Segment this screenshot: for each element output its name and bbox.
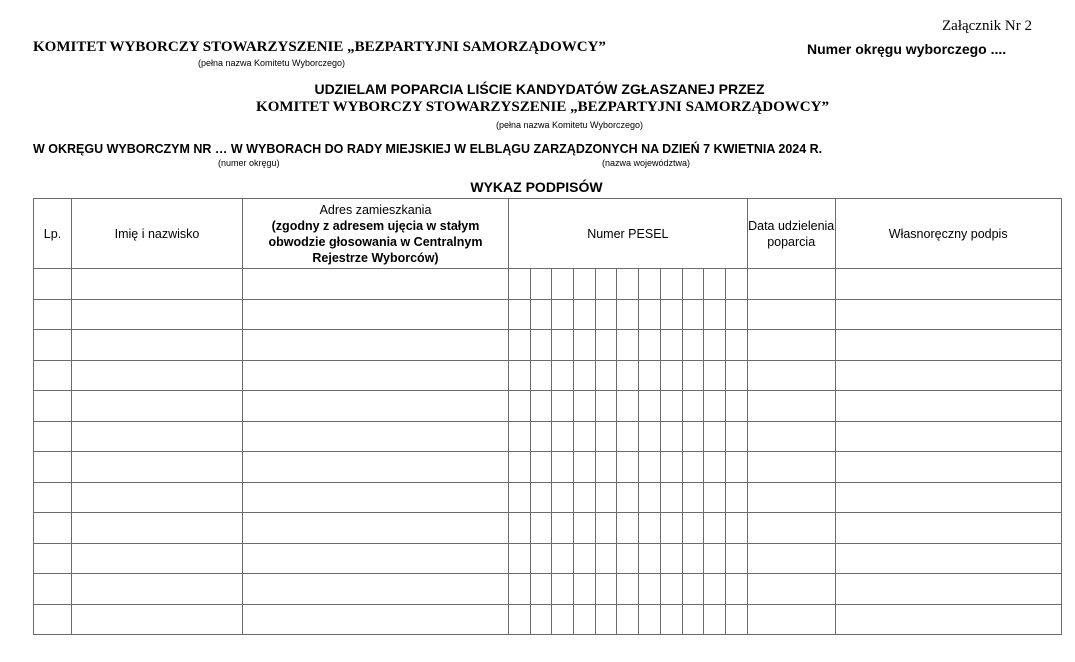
cell-pesel-digit[interactable] [552, 391, 574, 422]
cell-address[interactable] [243, 513, 509, 544]
cell-pesel-digit[interactable] [660, 604, 682, 635]
cell-name[interactable] [72, 543, 243, 574]
cell-pesel-digit[interactable] [552, 604, 574, 635]
cell-pesel-digit[interactable] [509, 513, 531, 544]
cell-pesel-digit[interactable] [530, 482, 552, 513]
table-row [34, 391, 1062, 422]
cell-pesel-digit[interactable] [530, 421, 552, 452]
cell-date[interactable] [747, 543, 835, 574]
cell-pesel-digit[interactable] [617, 604, 639, 635]
cell-lp[interactable] [34, 299, 72, 330]
cell-pesel-digit[interactable] [617, 513, 639, 544]
table-row [34, 421, 1062, 452]
cell-pesel-digit[interactable] [530, 452, 552, 483]
cell-pesel-digit[interactable] [725, 421, 747, 452]
table-row [34, 604, 1062, 635]
cell-pesel-digit[interactable] [660, 391, 682, 422]
cell-pesel-digit[interactable] [682, 574, 704, 605]
cell-pesel-digit[interactable] [682, 421, 704, 452]
cell-pesel-digit[interactable] [530, 574, 552, 605]
cell-pesel-digit[interactable] [509, 269, 531, 300]
cell-pesel-digit[interactable] [595, 513, 617, 544]
cell-pesel-digit[interactable] [617, 543, 639, 574]
cell-signature[interactable] [835, 330, 1061, 361]
cell-pesel-digit[interactable] [639, 269, 661, 300]
cell-pesel-digit[interactable] [509, 482, 531, 513]
cell-pesel-digit[interactable] [682, 330, 704, 361]
cell-pesel-digit[interactable] [617, 299, 639, 330]
cell-signature[interactable] [835, 513, 1061, 544]
cell-pesel-digit[interactable] [660, 299, 682, 330]
cell-pesel-digit[interactable] [509, 391, 531, 422]
cell-pesel-digit[interactable] [704, 391, 726, 422]
cell-pesel-digit[interactable] [617, 574, 639, 605]
cell-pesel-digit[interactable] [530, 391, 552, 422]
cell-pesel-digit[interactable] [682, 543, 704, 574]
cell-pesel-digit[interactable] [639, 604, 661, 635]
cell-pesel-digit[interactable] [509, 574, 531, 605]
cell-pesel-digit[interactable] [639, 513, 661, 544]
cell-pesel-digit[interactable] [530, 269, 552, 300]
header-address-subtitle: (zgodny z adresem ujęcia w stałym obwodzie głosowania w Centralnym Rejestrze Wyborców) [268, 218, 483, 265]
cell-pesel-digit[interactable] [639, 421, 661, 452]
cell-pesel-digit[interactable] [639, 391, 661, 422]
cell-pesel-digit[interactable] [552, 574, 574, 605]
cell-pesel-digit[interactable] [595, 421, 617, 452]
cell-pesel-digit[interactable] [509, 330, 531, 361]
cell-date[interactable] [747, 513, 835, 544]
table-row [34, 269, 1062, 300]
cell-pesel-digit[interactable] [595, 543, 617, 574]
cell-pesel-digit[interactable] [595, 299, 617, 330]
cell-address[interactable] [243, 330, 509, 361]
cell-pesel-digit[interactable] [725, 299, 747, 330]
cell-address[interactable] [243, 604, 509, 635]
table-row [34, 574, 1062, 605]
cell-lp[interactable] [34, 482, 72, 513]
cell-pesel-digit[interactable] [509, 543, 531, 574]
cell-date[interactable] [747, 391, 835, 422]
cell-pesel-digit[interactable] [725, 604, 747, 635]
cell-pesel-digit[interactable] [704, 452, 726, 483]
cell-pesel-digit[interactable] [725, 513, 747, 544]
cell-pesel-digit[interactable] [509, 299, 531, 330]
support-committee-hint: (pełna nazwa Komitetu Wyborczego) [496, 120, 643, 130]
cell-pesel-digit[interactable] [660, 421, 682, 452]
cell-pesel-digit[interactable] [552, 452, 574, 483]
cell-pesel-digit[interactable] [595, 391, 617, 422]
cell-pesel-digit[interactable] [574, 421, 596, 452]
cell-pesel-digit[interactable] [530, 543, 552, 574]
cell-pesel-digit[interactable] [725, 391, 747, 422]
cell-address[interactable] [243, 482, 509, 513]
cell-pesel-digit[interactable] [574, 604, 596, 635]
cell-pesel-digit[interactable] [595, 574, 617, 605]
committee-name: KOMITET WYBORCZY STOWARZYSZENIE „BEZPARTYJNI SAMORZĄDOWCY” [33, 39, 606, 55]
cell-pesel-digit[interactable] [530, 360, 552, 391]
cell-pesel-digit[interactable] [574, 391, 596, 422]
header-signature: Własnoręczny podpis [835, 199, 1061, 269]
cell-pesel-digit[interactable] [552, 421, 574, 452]
district-number-label: Numer okręgu wyborczego .... [807, 41, 1007, 57]
header-date: Data udzielenia poparcia [747, 199, 835, 269]
cell-pesel-digit[interactable] [617, 330, 639, 361]
cell-pesel-digit[interactable] [725, 543, 747, 574]
cell-pesel-digit[interactable] [660, 269, 682, 300]
cell-pesel-digit[interactable] [639, 574, 661, 605]
cell-pesel-digit[interactable] [660, 543, 682, 574]
cell-pesel-digit[interactable] [617, 452, 639, 483]
cell-pesel-digit[interactable] [574, 330, 596, 361]
cell-pesel-digit[interactable] [725, 330, 747, 361]
cell-pesel-digit[interactable] [660, 452, 682, 483]
cell-lp[interactable] [34, 543, 72, 574]
cell-pesel-digit[interactable] [704, 513, 726, 544]
cell-signature[interactable] [835, 574, 1061, 605]
cell-pesel-digit[interactable] [574, 299, 596, 330]
cell-pesel-digit[interactable] [682, 269, 704, 300]
cell-pesel-digit[interactable] [704, 482, 726, 513]
cell-pesel-digit[interactable] [639, 543, 661, 574]
cell-pesel-digit[interactable] [509, 604, 531, 635]
cell-pesel-digit[interactable] [704, 543, 726, 574]
cell-pesel-digit[interactable] [682, 360, 704, 391]
cell-pesel-digit[interactable] [530, 604, 552, 635]
header-address [243, 199, 509, 269]
cell-name[interactable] [72, 330, 243, 361]
cell-pesel-digit[interactable] [617, 360, 639, 391]
cell-pesel-digit[interactable] [574, 269, 596, 300]
cell-lp[interactable] [34, 574, 72, 605]
cell-pesel-digit[interactable] [682, 391, 704, 422]
support-statement-line2: KOMITET WYBORCZY STOWARZYSZENIE „BEZPARTYJNI SAMORZĄDOWCY” [256, 99, 829, 115]
cell-pesel-digit[interactable] [552, 269, 574, 300]
cell-pesel-digit[interactable] [725, 452, 747, 483]
cell-pesel-digit[interactable] [574, 513, 596, 544]
table-header-row [34, 199, 1062, 269]
district-number-hint: (numer okręgu) [218, 158, 280, 168]
voivodeship-hint: (nazwa województwa) [602, 158, 691, 168]
cell-pesel-digit[interactable] [725, 574, 747, 605]
cell-lp[interactable] [34, 604, 72, 635]
cell-signature[interactable] [835, 299, 1061, 330]
cell-name[interactable] [72, 452, 243, 483]
cell-pesel-digit[interactable] [682, 299, 704, 330]
cell-lp[interactable] [34, 452, 72, 483]
cell-pesel-digit[interactable] [595, 360, 617, 391]
cell-date[interactable] [747, 604, 835, 635]
table-row [34, 543, 1062, 574]
cell-name[interactable] [72, 360, 243, 391]
cell-pesel-digit[interactable] [660, 513, 682, 544]
cell-pesel-digit[interactable] [509, 421, 531, 452]
cell-pesel-digit[interactable] [639, 482, 661, 513]
cell-pesel-digit[interactable] [595, 269, 617, 300]
cell-pesel-digit[interactable] [552, 482, 574, 513]
cell-address[interactable] [243, 299, 509, 330]
cell-lp[interactable] [34, 330, 72, 361]
cell-lp[interactable] [34, 513, 72, 544]
cell-pesel-digit[interactable] [574, 452, 596, 483]
cell-signature[interactable] [835, 421, 1061, 452]
cell-date[interactable] [747, 421, 835, 452]
committee-name-hint: (pełna nazwa Komitetu Wyborczego) [198, 58, 345, 68]
cell-pesel-digit[interactable] [704, 299, 726, 330]
cell-pesel-digit[interactable] [574, 360, 596, 391]
cell-pesel-digit[interactable] [509, 360, 531, 391]
cell-signature[interactable] [835, 360, 1061, 391]
cell-address[interactable] [243, 360, 509, 391]
cell-pesel-digit[interactable] [509, 452, 531, 483]
cell-pesel-digit[interactable] [704, 330, 726, 361]
cell-signature[interactable] [835, 391, 1061, 422]
cell-pesel-digit[interactable] [725, 269, 747, 300]
cell-signature[interactable] [835, 452, 1061, 483]
cell-pesel-digit[interactable] [552, 543, 574, 574]
cell-pesel-digit[interactable] [595, 330, 617, 361]
cell-lp[interactable] [34, 391, 72, 422]
cell-pesel-digit[interactable] [660, 360, 682, 391]
cell-name[interactable] [72, 421, 243, 452]
cell-pesel-digit[interactable] [682, 452, 704, 483]
cell-pesel-digit[interactable] [682, 604, 704, 635]
cell-pesel-digit[interactable] [552, 330, 574, 361]
cell-pesel-digit[interactable] [617, 482, 639, 513]
cell-pesel-digit[interactable] [552, 513, 574, 544]
cell-pesel-digit[interactable] [725, 482, 747, 513]
table-row [34, 482, 1062, 513]
table-row [34, 360, 1062, 391]
header-name: Imię i nazwisko [72, 199, 243, 269]
cell-date[interactable] [747, 482, 835, 513]
signature-table [33, 198, 1062, 635]
header-pesel: Numer PESEL [509, 199, 748, 269]
cell-pesel-digit[interactable] [725, 360, 747, 391]
cell-pesel-digit[interactable] [660, 330, 682, 361]
cell-pesel-digit[interactable] [704, 604, 726, 635]
cell-pesel-digit[interactable] [574, 574, 596, 605]
cell-signature[interactable] [835, 604, 1061, 635]
cell-signature[interactable] [835, 543, 1061, 574]
cell-name[interactable] [72, 269, 243, 300]
cell-pesel-digit[interactable] [530, 513, 552, 544]
cell-name[interactable] [72, 604, 243, 635]
header-lp: Lp. [34, 199, 72, 269]
cell-name[interactable] [72, 574, 243, 605]
cell-lp[interactable] [34, 360, 72, 391]
cell-pesel-digit[interactable] [595, 604, 617, 635]
support-statement-line1: UDZIELAM POPARCIA LIŚCIE KANDYDATÓW ZGŁASZANEJ PRZEZ [314, 81, 765, 97]
cell-pesel-digit[interactable] [704, 269, 726, 300]
cell-pesel-digit[interactable] [660, 482, 682, 513]
cell-pesel-digit[interactable] [552, 360, 574, 391]
cell-pesel-digit[interactable] [595, 482, 617, 513]
cell-pesel-digit[interactable] [639, 360, 661, 391]
cell-pesel-digit[interactable] [704, 421, 726, 452]
cell-pesel-digit[interactable] [639, 330, 661, 361]
cell-name[interactable] [72, 482, 243, 513]
cell-pesel-digit[interactable] [530, 299, 552, 330]
cell-pesel-digit[interactable] [574, 543, 596, 574]
cell-date[interactable] [747, 269, 835, 300]
cell-pesel-digit[interactable] [574, 482, 596, 513]
cell-pesel-digit[interactable] [639, 452, 661, 483]
header-address-title: Adres zamieszkania [319, 202, 432, 217]
cell-pesel-digit[interactable] [617, 421, 639, 452]
cell-address[interactable] [243, 421, 509, 452]
district-statement: W OKRĘGU WYBORCZYM NR … W WYBORACH DO RADY MIEJSKIEJ W ELBLĄGU ZARZĄDZONYCH NA DZIEŃ 7 KWIETNIA 2024 R. [33, 142, 823, 156]
cell-name[interactable] [72, 513, 243, 544]
cell-address[interactable] [243, 543, 509, 574]
cell-name[interactable] [72, 299, 243, 330]
list-title: WYKAZ PODPISÓW [470, 179, 603, 195]
table-row [34, 513, 1062, 544]
cell-pesel-digit[interactable] [682, 482, 704, 513]
cell-pesel-digit[interactable] [660, 574, 682, 605]
cell-lp[interactable] [34, 269, 72, 300]
cell-date[interactable] [747, 360, 835, 391]
table-row [34, 330, 1062, 361]
cell-address[interactable] [243, 574, 509, 605]
table-row [34, 299, 1062, 330]
cell-pesel-digit[interactable] [704, 574, 726, 605]
cell-address[interactable] [243, 452, 509, 483]
cell-address[interactable] [243, 391, 509, 422]
cell-date[interactable] [747, 330, 835, 361]
cell-lp[interactable] [34, 421, 72, 452]
cell-pesel-digit[interactable] [617, 269, 639, 300]
cell-date[interactable] [747, 452, 835, 483]
cell-signature[interactable] [835, 482, 1061, 513]
attachment-label: Załącznik Nr 2 [942, 18, 1032, 34]
cell-date[interactable] [747, 574, 835, 605]
table-row [34, 452, 1062, 483]
cell-pesel-digit[interactable] [552, 299, 574, 330]
cell-date[interactable] [747, 299, 835, 330]
cell-pesel-digit[interactable] [530, 330, 552, 361]
cell-pesel-digit[interactable] [617, 391, 639, 422]
cell-pesel-digit[interactable] [639, 299, 661, 330]
cell-address[interactable] [243, 269, 509, 300]
cell-pesel-digit[interactable] [595, 452, 617, 483]
cell-pesel-digit[interactable] [682, 513, 704, 544]
cell-name[interactable] [72, 391, 243, 422]
cell-pesel-digit[interactable] [704, 360, 726, 391]
cell-signature[interactable] [835, 269, 1061, 300]
